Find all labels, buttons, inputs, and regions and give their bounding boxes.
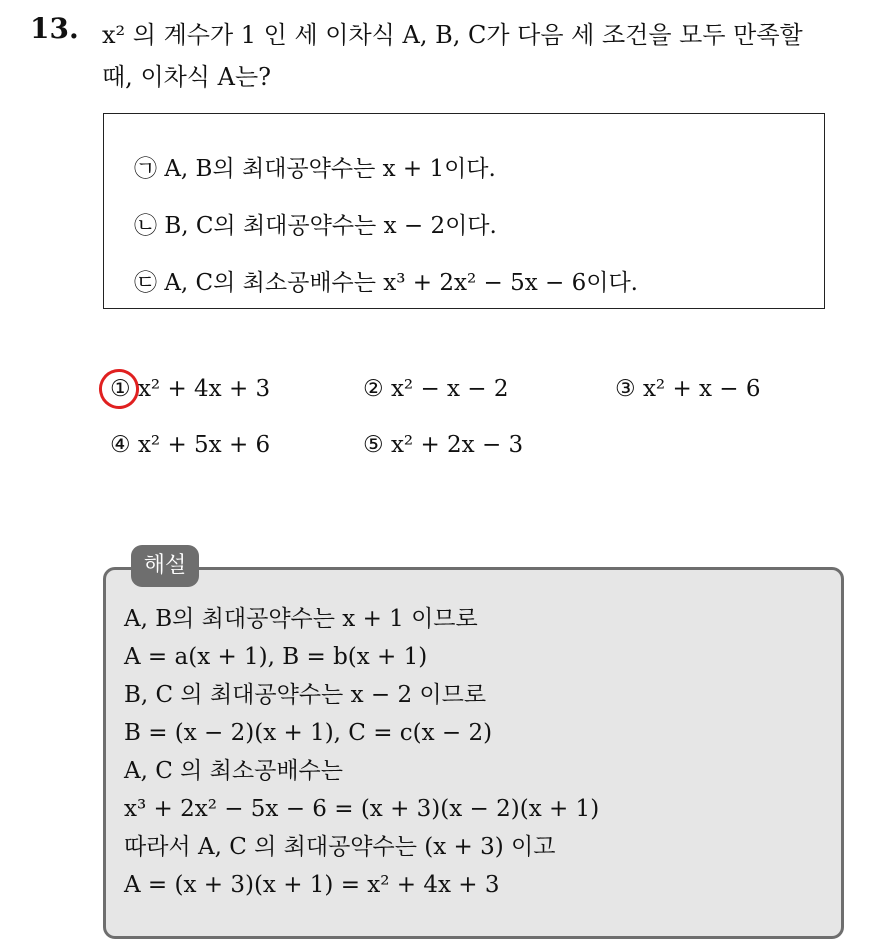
condition-3-mark: ㉢ [134,270,157,296]
option-2[interactable] [363,376,509,402]
solution-line-6: x³ + 2x² − 5x − 6 = (x + 3)(x − 2)(x + 1) [124,796,600,822]
question-number: 13. [30,12,79,45]
solution-line-2: A = a(x + 1), B = b(x + 1) [124,644,428,670]
condition-2 [134,207,497,240]
option-2-expr: x² − x − 2 [390,376,509,402]
option-1-number: ① [110,376,131,402]
option-1[interactable] [110,376,270,402]
option-4[interactable] [110,432,270,458]
condition-1 [134,150,496,183]
question-text-line1: x² 의 계수가 1 인 세 이차식 A, B, C가 다음 세 조건을 모두 만족할 [102,21,803,49]
solution-line-5: A, C 의 최소공배수는 [124,758,343,784]
solution-lines [124,600,599,904]
condition-1-text: A, B의 최대공약수는 x + 1이다. [164,156,496,182]
option-2-number: ② [363,376,384,402]
solution-line-7: 따라서 A, C 의 최대공약수는 (x + 3) 이고 [124,834,556,860]
solution-line-3: B, C 의 최대공약수는 x − 2 이므로 [124,682,487,708]
solution-line-4: B = (x − 2)(x + 1), C = c(x − 2) [124,720,493,746]
condition-2-text: B, C의 최대공약수는 x − 2이다. [164,213,497,239]
option-5-expr: x² + 2x − 3 [390,432,524,458]
option-3-expr: x² + x − 6 [642,376,761,402]
conditions-box [103,113,825,309]
solution-line-8: A = (x + 3)(x + 1) = x² + 4x + 3 [124,872,500,898]
solution-tag: 해설 [131,545,199,587]
condition-3-text: A, C의 최소공배수는 x³ + 2x² − 5x − 6이다. [164,270,638,296]
question-text-line2: 때, 이차식 A는? [102,63,272,91]
condition-2-mark: ㉡ [134,213,157,239]
option-5[interactable] [363,432,523,458]
solution-line-1: A, B의 최대공약수는 x + 1 이므로 [124,606,478,632]
option-3-number: ③ [615,376,636,402]
option-4-number: ④ [110,432,131,458]
option-5-number: ⑤ [363,432,384,458]
option-1-expr: x² + 4x + 3 [137,376,271,402]
question-text [102,14,872,98]
condition-1-mark: ㉠ [134,156,157,182]
option-3[interactable] [615,376,761,402]
condition-3 [134,264,638,297]
option-4-expr: x² + 5x + 6 [137,432,271,458]
